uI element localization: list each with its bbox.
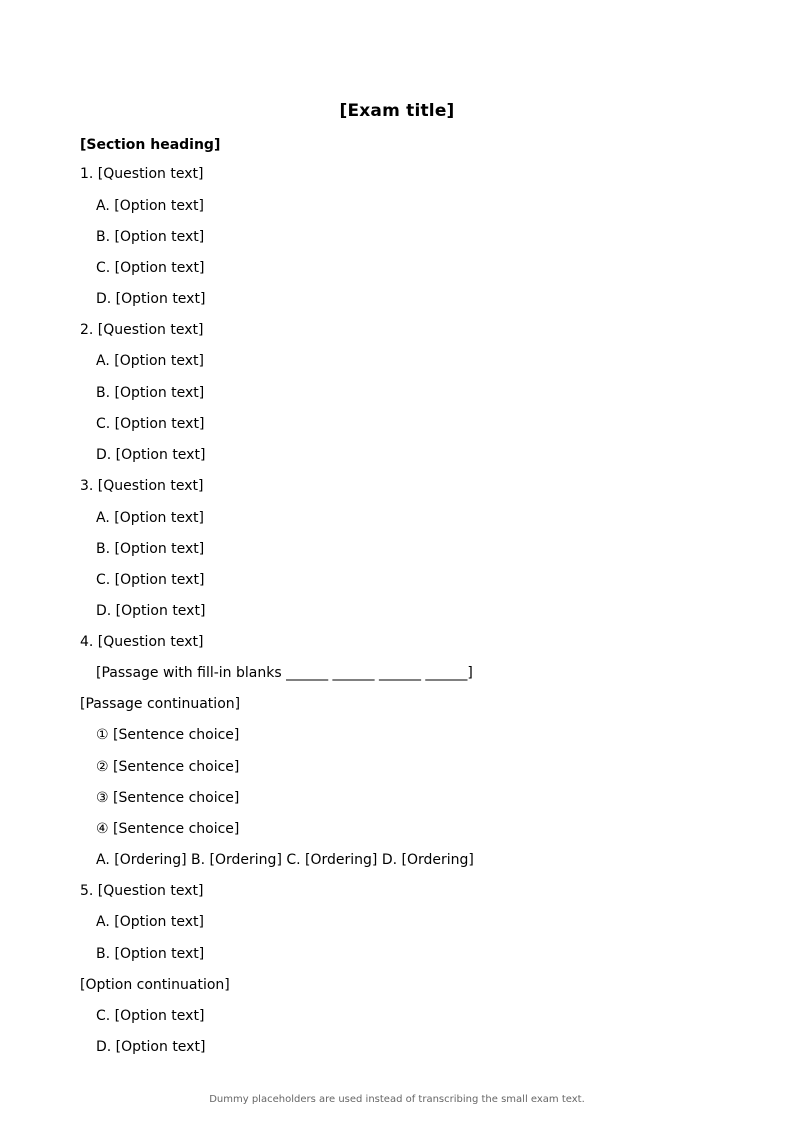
- option-line: C. [Option text]: [96, 1008, 205, 1024]
- option-line: A. [Option text]: [96, 353, 204, 369]
- question-3: 3. [Question text]: [80, 478, 204, 494]
- option-line: B. [Option text]: [96, 946, 205, 962]
- option-line: C. [Option text]: [96, 260, 205, 276]
- question-2: 2. [Question text]: [80, 322, 204, 338]
- option-line: D. [Option text]: [96, 603, 206, 619]
- question-1: 1. [Question text]: [80, 166, 204, 182]
- page-title: [Exam title]: [339, 101, 455, 121]
- option-line: A. [Option text]: [96, 198, 204, 214]
- option-line: A. [Option text]: [96, 914, 204, 930]
- passage-line: [Passage with fill-in blanks ______ ______ ______ ______]: [96, 665, 473, 681]
- option-line: C. [Option text]: [96, 572, 205, 588]
- question-5: 5. [Question text]: [80, 883, 204, 899]
- ordering-options: A. [Ordering] B. [Ordering] C. [Ordering] D. [Ordering]: [96, 852, 474, 868]
- option-continuation: [Option continuation]: [80, 977, 230, 993]
- section-heading: [Section heading]: [80, 137, 221, 153]
- question-4: 4. [Question text]: [80, 634, 204, 650]
- option-line: B. [Option text]: [96, 229, 205, 245]
- dummy-note: Dummy placeholders are used instead of transcribing the small exam text.: [209, 1094, 585, 1105]
- sentence-choice: ② [Sentence choice]: [96, 759, 240, 775]
- option-line: C. [Option text]: [96, 416, 205, 432]
- sentence-choice: ③ [Sentence choice]: [96, 790, 240, 806]
- option-line: A. [Option text]: [96, 510, 204, 526]
- sentence-choice: ④ [Sentence choice]: [96, 821, 240, 837]
- option-line: D. [Option text]: [96, 1039, 206, 1055]
- option-line: B. [Option text]: [96, 541, 205, 557]
- option-line: D. [Option text]: [96, 291, 206, 307]
- option-line: B. [Option text]: [96, 385, 205, 401]
- option-line: D. [Option text]: [96, 447, 206, 463]
- sentence-choice: ① [Sentence choice]: [96, 727, 240, 743]
- passage-continuation: [Passage continuation]: [80, 696, 241, 712]
